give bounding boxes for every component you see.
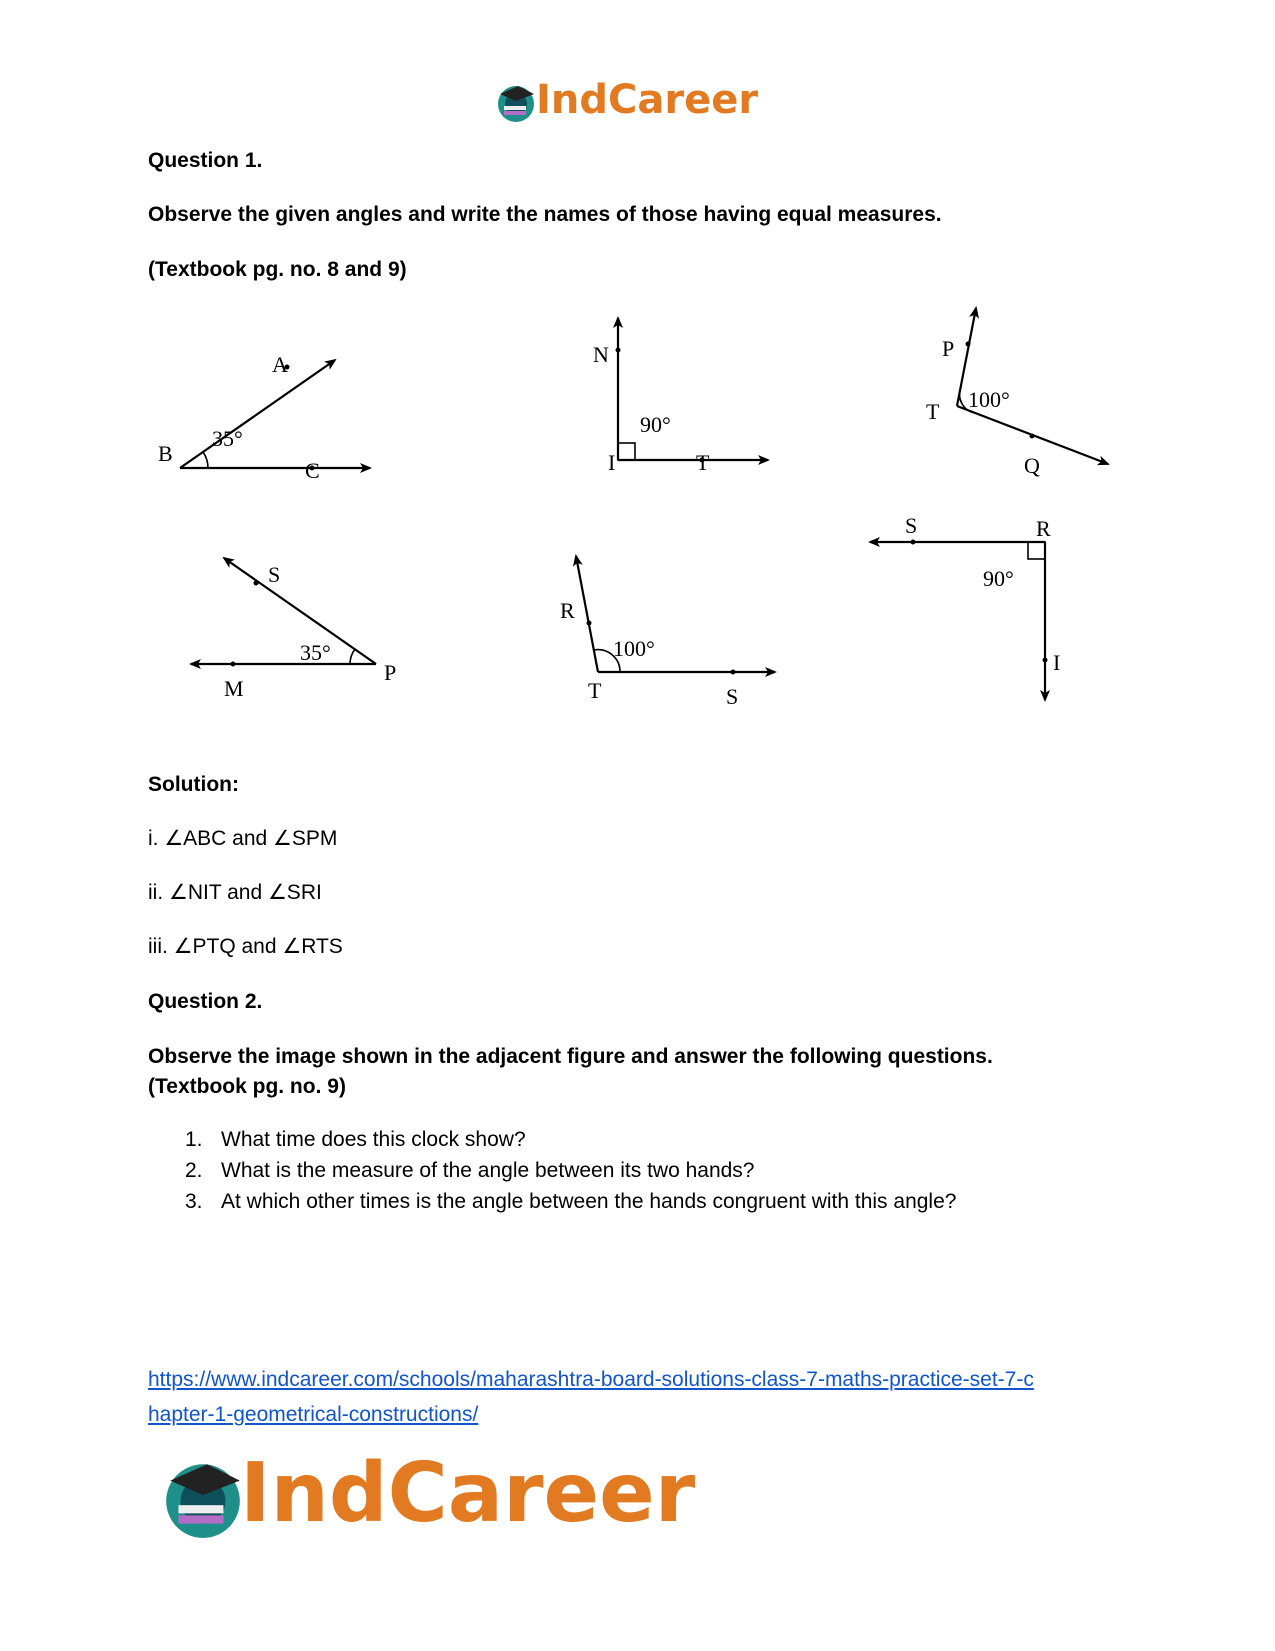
point-m <box>231 662 236 667</box>
label-s2: S <box>726 684 739 709</box>
label-angle-sri: 90° <box>983 566 1014 591</box>
question2-prompt-line1: Observe the image shown in the adjacent figure and answer the following questions. <box>148 1045 993 1068</box>
label-t1: T <box>696 450 710 475</box>
label-a: A <box>272 352 288 377</box>
graduation-cap-icon <box>494 80 538 124</box>
list-item: 1. What time does this clock show? <box>185 1128 526 1151</box>
label-angle-rts: 100° <box>613 636 655 661</box>
point-n <box>616 348 621 353</box>
ray-tr <box>576 556 598 672</box>
label-r2: R <box>1036 516 1051 541</box>
footer-logo <box>158 1448 698 1548</box>
point-s3 <box>911 540 916 545</box>
label-angle-abc: 35° <box>212 426 243 451</box>
solution-item-1: i. ∠ABC and ∠SPM <box>148 827 338 850</box>
label-angle-nit: 90° <box>640 412 671 437</box>
label-m: M <box>224 676 244 701</box>
graduation-cap-icon <box>158 1452 248 1542</box>
source-link-line1[interactable]: https://www.indcareer.com/schools/maharashtra-board-solutions-class-7-maths-practice-set-7-c <box>148 1368 1034 1391</box>
question2-title: Question 2. <box>148 990 263 1013</box>
label-c: C <box>305 458 320 483</box>
label-t2: T <box>926 399 940 424</box>
solution-item-3: iii. ∠PTQ and ∠RTS <box>148 935 343 958</box>
label-angle-ptq: 100° <box>968 387 1010 412</box>
label-p2: P <box>384 660 397 685</box>
question1-reference: (Textbook pg. no. 8 and 9) <box>148 258 407 281</box>
source-link-line2[interactable]: hapter-1-geometrical-constructions/ <box>148 1403 479 1426</box>
point-s1 <box>254 581 259 586</box>
point-i2 <box>1043 658 1048 663</box>
label-q: Q <box>1024 453 1040 478</box>
footer-logo-text: IndCareer <box>240 1446 696 1541</box>
label-s1: S <box>268 562 281 587</box>
label-s3: S <box>905 513 918 538</box>
label-i: I <box>608 450 616 475</box>
point-p1 <box>966 342 971 347</box>
ray-ba <box>180 360 335 468</box>
label-i2: I <box>1053 650 1061 675</box>
label-angle-spm: 35° <box>300 640 331 665</box>
solution-item-2: ii. ∠NIT and ∠SRI <box>148 881 322 904</box>
angles-figure <box>140 300 1120 740</box>
right-angle-sri <box>1028 542 1045 559</box>
label-n: N <box>593 342 609 367</box>
list-item: 2. What is the measure of the angle between its two hands? <box>185 1159 755 1182</box>
question1-prompt: Observe the given angles and write the names of those having equal measures. <box>148 203 942 226</box>
list-item: 3. At which other times is the angle between the hands congruent with this angle? <box>185 1190 957 1213</box>
label-r1: R <box>560 598 575 623</box>
solution-title: Solution: <box>148 773 239 796</box>
question2-list <box>185 1124 956 1217</box>
label-t3: T <box>588 678 602 703</box>
header-logo-text: IndCareer <box>536 77 759 123</box>
question2-prompt-line2: (Textbook pg. no. 9) <box>148 1075 346 1098</box>
arc-abc <box>203 452 208 468</box>
label-p1: P <box>942 336 955 361</box>
right-angle-nit <box>618 443 635 460</box>
label-b: B <box>158 441 173 466</box>
source-link[interactable] <box>148 1362 1148 1432</box>
header-logo <box>494 78 764 126</box>
point-s2 <box>731 670 736 675</box>
arc-spm <box>350 649 355 664</box>
point-q <box>1030 434 1035 439</box>
question1-title: Question 1. <box>148 149 263 172</box>
point-r1 <box>587 621 592 626</box>
